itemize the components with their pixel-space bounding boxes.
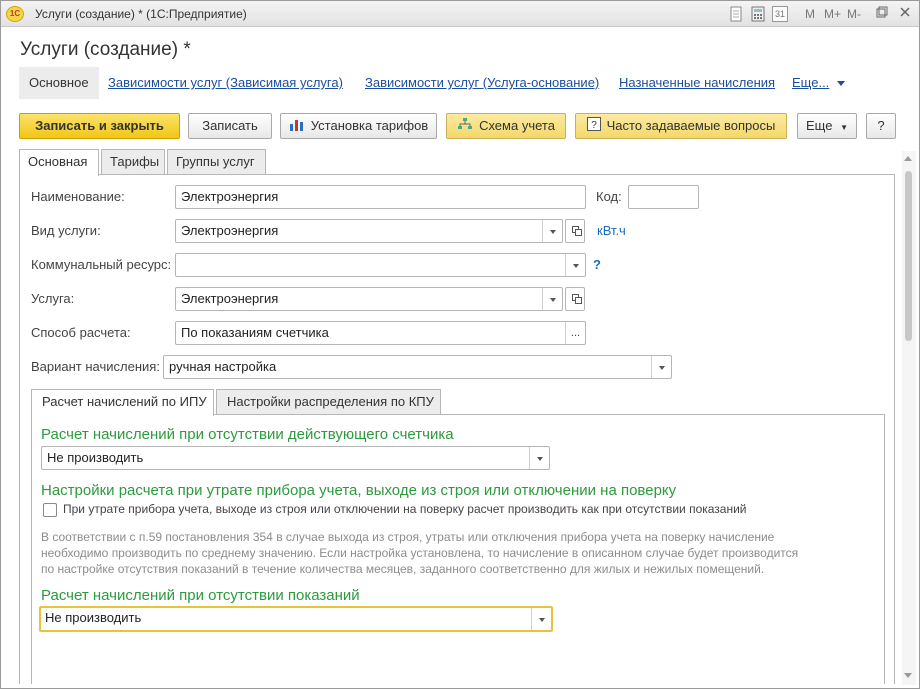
tab-tariffs[interactable]: Тарифы [101,149,165,175]
resource-help-link[interactable]: ? [593,257,601,272]
dropdown-arrow-icon[interactable] [651,356,671,378]
bar-chart-icon [289,115,305,139]
window-title: Услуги (создание) * (1С:Предприятие) [35,7,247,21]
no-readings-select[interactable] [39,606,553,632]
group-meter-loss-title: Настройки расчета при утрате прибора учета, выходе из строя или отключении на поверку [41,482,677,499]
accounting-scheme-button[interactable] [446,113,566,139]
note-line-3: по настройке отсутствия показаний в течение количества месяцев, заданного соответственно для жилых и нежилых помещений. [41,562,765,576]
service-value: Электроэнергия [181,291,279,306]
dropdown-arrow-icon[interactable] [542,220,562,242]
service-type-select[interactable] [175,219,563,243]
service-type-value: Электроэнергия [181,223,279,238]
faq-label: Часто задаваемые вопросы [606,118,776,133]
dropdown-arrow-icon[interactable] [529,447,549,469]
open-service-type-button[interactable] [565,219,585,243]
calc-method-label: Способ расчета: [31,325,131,340]
title-bar [1,1,919,27]
no-readings-value: Не производить [45,610,142,625]
group-no-readings-title: Расчет начислений при отсутствии показаний [41,587,360,604]
form-navigation [19,67,899,99]
resource-label: Коммунальный ресурс: [31,257,172,272]
service-type-label: Вид услуги: [31,223,101,238]
calendar-icon[interactable]: 31 [772,6,788,22]
dropdown-arrow-icon[interactable] [542,288,562,310]
document-icon[interactable] [728,6,744,22]
unit-link[interactable]: кВт.ч [597,223,626,238]
chevron-down-icon: ▼ [840,123,848,132]
calc-method-input[interactable] [175,321,586,345]
restore-window-icon[interactable] [874,6,890,22]
chevron-down-icon [837,81,845,86]
calc-method-value: По показаниям счетчика [181,325,329,340]
accrual-variant-label: Вариант начисления: [31,359,160,374]
tab-service-groups[interactable]: Группы услуг [167,149,266,175]
memory-minus-icon[interactable]: M- [847,7,861,21]
nav-main[interactable]: Основное [19,67,99,99]
page-title: Услуги (создание) * [20,39,191,60]
dropdown-arrow-icon[interactable] [565,254,585,276]
save-button[interactable]: Записать [188,113,272,139]
open-service-button[interactable] [565,287,585,311]
set-tariffs-label: Установка тарифов [310,118,429,133]
name-input[interactable]: Электроэнергия [175,185,586,209]
accounting-scheme-label: Схема учета [479,118,555,133]
more-label: Еще [806,118,833,133]
service-label: Услуга: [31,291,75,306]
more-button[interactable] [797,113,857,139]
dropdown-arrow-icon[interactable] [531,608,551,630]
nav-assigned-accruals[interactable]: Назначенные начисления [619,75,776,90]
meter-loss-checkbox-label[interactable]: При утрате прибора учета, выходе из строя или отключении на поверку расчет производить как при отсутствии показаний [63,502,747,516]
nav-base-service[interactable]: Зависимости услуг (Услуга-основание) [365,75,600,90]
no-meter-value: Не производить [47,450,144,465]
memory-icon[interactable]: M [805,7,815,21]
note-line-1: В соответствии с п.59 постановления 354 в случае выхода из строя, утраты или отключения прибора учета на поверку начисление [41,530,775,544]
choose-button[interactable]: ... [565,322,585,344]
name-label: Наименование: [31,189,125,204]
app-logo-icon: 1С [6,6,24,22]
memory-plus-icon[interactable]: M+ [824,7,842,21]
meter-loss-checkbox[interactable] [43,503,57,517]
nav-dependent-service[interactable]: Зависимости услуг (Зависимая услуга) [108,75,343,90]
faq-button[interactable] [575,113,787,139]
service-select[interactable] [175,287,563,311]
scroll-down-icon[interactable] [904,673,912,678]
accrual-variant-value: ручная настройка [169,359,277,374]
note-line-2: необходимо производить по среднему значению. Если настройка установлена, то начисление в описанном случае будет производится [41,546,799,560]
accrual-variant-select[interactable] [163,355,672,379]
calculator-icon[interactable] [750,6,766,22]
tab-ipu-calculation[interactable]: Расчет начислений по ИПУ [31,389,214,416]
hierarchy-icon [457,115,473,139]
code-input[interactable] [628,185,699,209]
set-tariffs-button[interactable] [280,113,437,139]
tab-kpu-distribution[interactable]: Настройки распределения по КПУ [216,389,441,415]
scrollbar-thumb[interactable] [905,171,912,341]
group-no-meter-title: Расчет начислений при отсутствии действующего счетчика [41,426,454,443]
help-button[interactable]: ? [866,113,896,139]
resource-select[interactable] [175,253,586,277]
nav-more[interactable] [792,67,845,99]
svg-text:?: ? [590,119,597,131]
close-icon[interactable] [897,6,913,22]
nav-more-label: Еще... [792,75,830,90]
tab-main[interactable]: Основная [19,149,99,176]
question-icon [587,115,601,139]
scroll-up-icon[interactable] [904,156,912,161]
no-meter-select[interactable] [41,446,550,470]
save-and-close-button[interactable]: Записать и закрыть [19,113,180,139]
code-label: Код: [596,189,622,204]
